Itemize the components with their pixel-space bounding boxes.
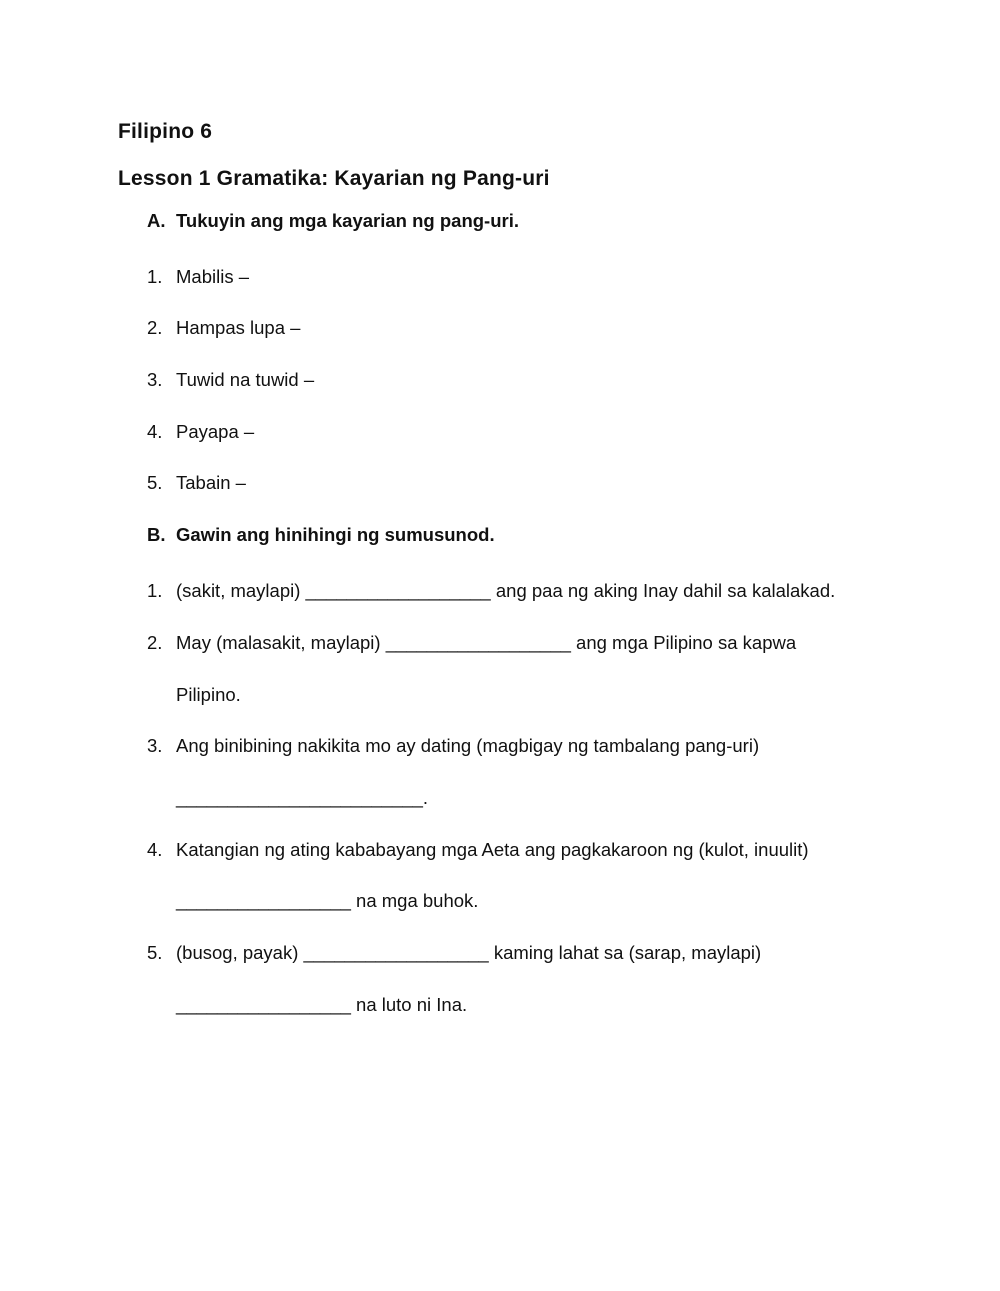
item-text: (sakit, maylapi) __________________ ang paa ng aking Inay dahil sa kalalakad. [176,580,836,601]
item-number: 1. [147,266,163,287]
item-continuation: _________________ na mga buhok. [176,890,479,911]
item-number: 3. [147,369,163,390]
item-continuation: _________________ na luto ni Ina. [176,994,468,1015]
section-b-marker: B. [147,524,166,545]
item-text: Ang binibining nakikita mo ay dating (magbigay ng tambalang pang-uri) [176,735,760,756]
item-text: Tabain – [176,472,246,493]
item-text: Katangian ng ating kababayang mga Aeta ang pagkakaroon ng (kulot, inuulit) [176,839,809,860]
section-a-instruction: Tukuyin ang mga kayarian ng pang-uri. [176,210,519,231]
list-item [147,838,809,862]
item-number: 5. [147,942,163,963]
item-text: May (malasakit, maylapi) __________________ ang mga Pilipino sa kapwa [176,632,797,653]
item-number: 4. [147,839,163,860]
item-number: 3. [147,735,163,756]
item-continuation: Pilipino. [176,684,241,705]
list-item [147,941,761,965]
item-number: 2. [147,632,163,653]
item-number: 4. [147,421,163,442]
section-b-instruction: Gawin ang hinihingi ng sumusunod. [176,524,495,545]
item-number: 5. [147,472,163,493]
list-item [147,265,249,289]
section-b-heading [147,523,495,547]
list-item [147,631,796,655]
list-item [147,316,300,340]
item-number: 2. [147,317,163,338]
list-item [147,579,835,603]
item-text: Mabilis – [176,266,249,287]
list-item [147,734,759,758]
section-a-marker: A. [147,210,166,231]
item-text: Hampas lupa – [176,317,301,338]
section-a-heading [147,209,519,233]
item-number: 1. [147,580,163,601]
list-item [147,471,246,495]
item-text: Payapa – [176,421,255,442]
item-continuation: ________________________. [176,787,429,808]
lesson-title: Lesson 1 Gramatika: Kayarian ng Pang-uri [118,167,550,190]
list-item [147,368,314,392]
page-title: Filipino 6 [118,120,213,143]
list-item [147,420,254,444]
item-text: Tuwid na tuwid – [176,369,315,390]
item-text: (busog, payak) __________________ kaming lahat sa (sarap, maylapi) [176,942,762,963]
